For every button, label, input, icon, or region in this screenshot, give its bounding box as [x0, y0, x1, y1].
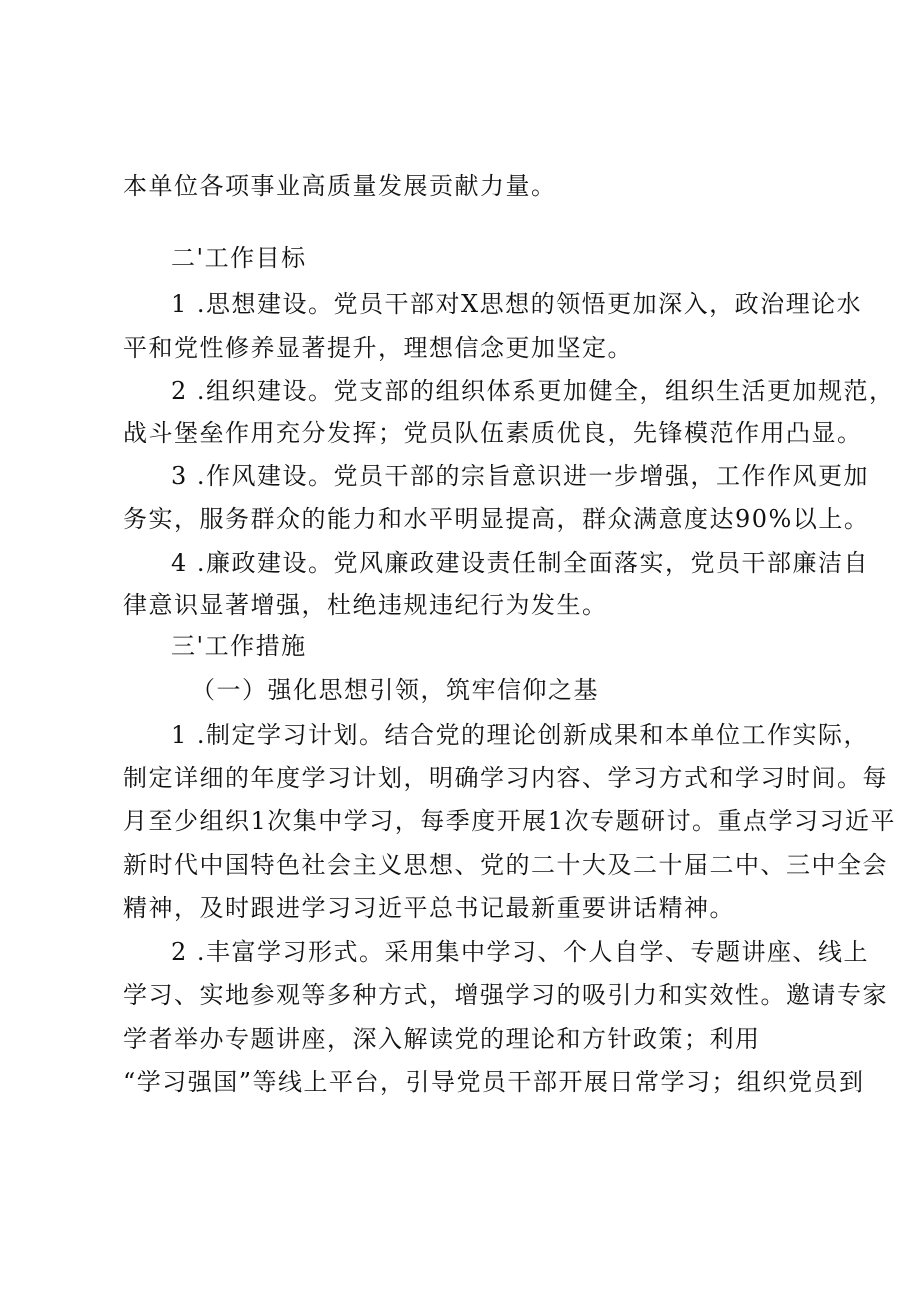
body-text-line: 平和党性修养显著提升，理想信念更加坚定。 [123, 334, 633, 362]
body-text-line: 制定详细的年度学习计划，明确学习内容、学习方式和学习时间。每 [123, 764, 888, 792]
body-text-line: 精神，及时跟进学习习近平总书记最新重要讲话精神。 [123, 894, 735, 922]
body-text-line: 月至少组织1次集中学习，每季度开展1次专题研讨。重点学习习近平 [123, 807, 897, 835]
body-text-line: 律意识显著增强，杜绝违规违纪行为发生。 [123, 591, 608, 619]
section-heading-work-goals: 二'工作目标 [171, 244, 307, 272]
section-heading-work-measures: 三'工作措施 [171, 632, 307, 660]
body-text-line: 2 .组织建设。党支部的组织体系更加健全，组织生活更加规范， [171, 377, 895, 405]
body-text-line: “学习强国”等线上平台，引导党员干部开展日常学习；组织党员到 [123, 1068, 865, 1096]
body-text-line: 战斗堡垒作用充分发挥；党员队伍素质优良，先锋模范作用凸显。 [123, 419, 863, 447]
body-text-line: 3 .作风建设。党员干部的宗旨意识进一步增强，工作作风更加 [171, 462, 870, 490]
body-text-line: 学习、实地参观等多种方式，增强学习的吸引力和实效性。邀请专家 [123, 981, 888, 1009]
body-text-line: 2 .丰富学习形式。采用集中学习、个人自学、专题讲座、线上 [171, 938, 870, 966]
body-text-line: 1 .制定学习计划。结合党的理论创新成果和本单位工作实际， [171, 721, 870, 749]
body-text-line: 务实，服务群众的能力和水平明显提高，群众满意度达90%以上。 [123, 505, 870, 533]
body-text-line: 1 .思想建设。党员干部对X思想的领悟更加深入，政治理论水 [171, 290, 863, 318]
body-text-line: 4 .廉政建设。党风廉政建设责任制全面落实，党员干部廉洁自 [171, 549, 870, 577]
body-text-line: 学者举办专题讲座，深入解读党的理论和方针政策；利用 [123, 1025, 761, 1053]
body-text-line: 新时代中国特色社会主义思想、党的二十大及二十届二中、三中全会 [123, 851, 888, 879]
subsection-heading: （一）强化思想引领，筑牢信仰之基 [191, 676, 599, 704]
body-text-line: 本单位各项事业高质量发展贡献力量。 [123, 172, 557, 200]
